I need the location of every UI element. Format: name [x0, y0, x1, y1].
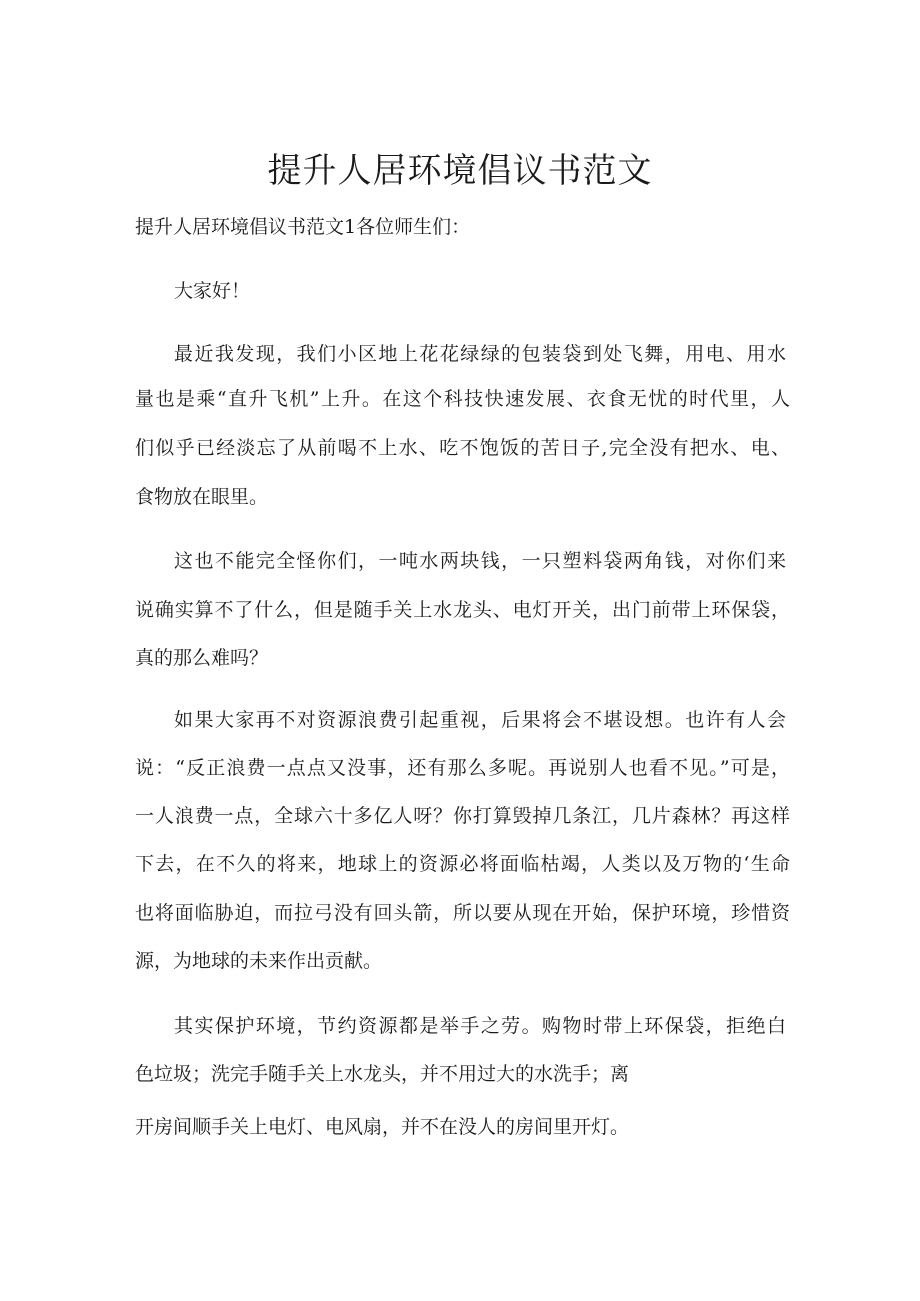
paragraph-line: 这也不能完全怪你们，一吨水两块钱，一只塑料袋两角钱，对你们来 — [174, 550, 786, 572]
document-title: 提升人居环境倡议书范文 — [267, 151, 653, 191]
paragraph-line: 色垃圾；洗完手随手关上水龙头，并不用过大的水洗手；离 — [135, 1063, 630, 1085]
paragraph-line: 如果大家再不对资源浪费引起重视，后果将会不堪设想。也许有人会 — [174, 709, 786, 731]
paragraph-line: 一人浪费一点，全球六十多亿人呀？你打算毁掉几条江，几片森林？再这样 — [135, 805, 790, 827]
paragraph-line: 最近我发现，我们小区地上花花绿绿的包装袋到处飞舞，用电、用水 — [174, 343, 786, 365]
paragraph-line: 说：“反正浪费一点点又没事，还有那么多呢。再说别人也看不见。”可是， — [135, 757, 790, 779]
paragraph-line: 们似乎已经淡忘了从前喝不上水、吃不饱饭的苦日子,完全没有把水、电、 — [135, 437, 790, 459]
paragraph-line: 说确实算不了什么，但是随手关上水龙头、电灯开关，出门前带上环保袋， — [135, 599, 790, 621]
paragraph-line: 其实保护环境，节约资源都是举手之劳。购物时带上环保袋，拒绝白 — [174, 1015, 786, 1037]
paragraph-line: 食物放在眼里。 — [135, 486, 269, 508]
paragraph-line: 下去，在不久的将来，地球上的资源必将面临枯竭，人类以及万物的‘生命 — [135, 853, 790, 875]
paragraph-line: 真的那么难吗？ — [135, 647, 269, 669]
paragraph-line: 大家好！ — [174, 280, 251, 302]
paragraph-line: 开房间顺手关上电灯、电风扇，并不在没人的房间里开灯。 — [135, 1116, 630, 1138]
paragraph-line: 量也是乘“直升飞机”上升。在这个科技快速发展、衣食无忧的时代里，人 — [135, 388, 790, 410]
paragraph-line: 也将面临胁迫，而拉弓没有回头箭，所以要从现在开始，保护环境，珍惜资 — [135, 902, 790, 924]
paragraph-line: 源，为地球的未来作出贡献。 — [135, 950, 383, 972]
paragraph-line: 提升人居环境倡议书范文1各位师生们： — [135, 216, 471, 238]
